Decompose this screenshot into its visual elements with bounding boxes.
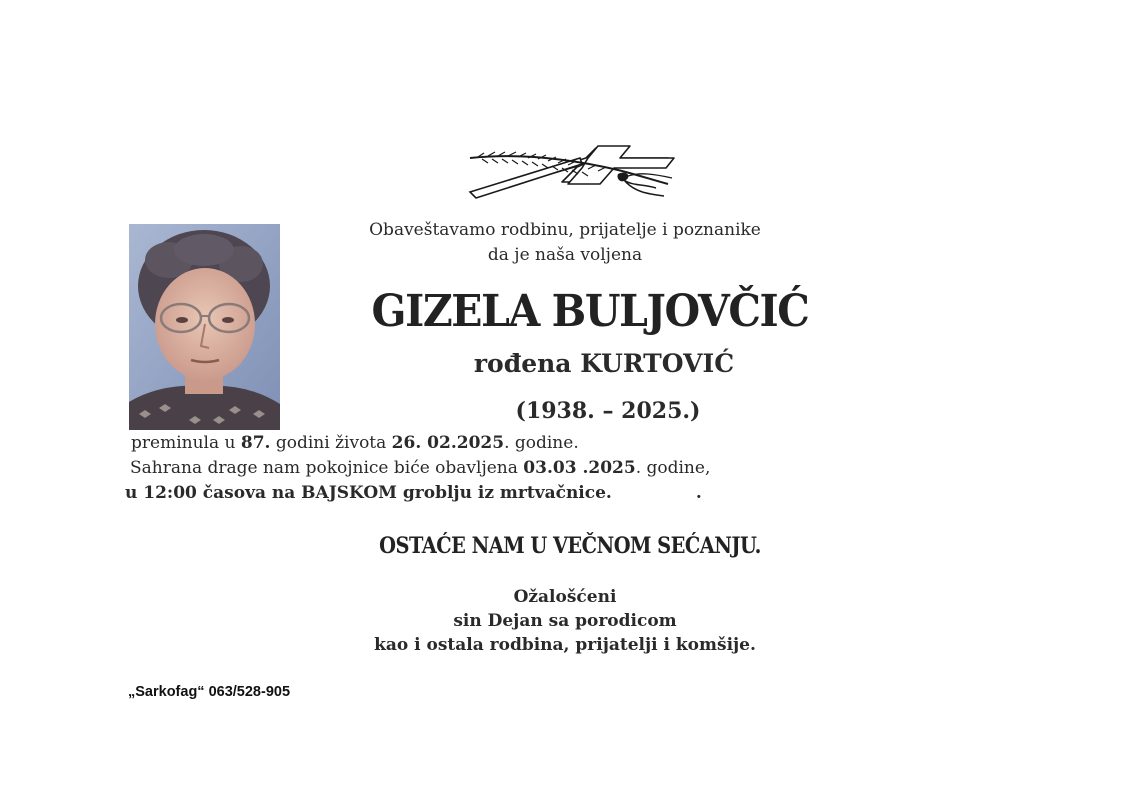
- portrait-photo: [129, 224, 280, 430]
- intro-line-2: da je naša voljena: [487, 245, 643, 265]
- deceased-name: GIZELA BULJOVČIĆ: [371, 286, 809, 337]
- cross-with-palm-icon: [468, 140, 680, 202]
- maiden-name: rođena KURTOVIĆ: [473, 349, 735, 378]
- intro-text: [330, 218, 800, 268]
- age: 87.: [240, 433, 271, 453]
- mourners-title: Ožalošćeni: [513, 587, 617, 607]
- death-mid: godini života: [270, 433, 392, 453]
- funeral-place-text: u 12:00 časova na BAJSKOM groblju iz mrtvačnice.: [125, 483, 612, 503]
- death-prefix: preminula u: [131, 433, 241, 453]
- death-details: [131, 433, 579, 453]
- trailing-dot: .: [695, 483, 702, 503]
- mourners-block: [350, 585, 780, 657]
- life-years: (1938. – 2025.): [515, 398, 701, 424]
- intro-line-1: Obaveštavamo rodbinu, prijatelje i poznanike: [369, 220, 761, 240]
- death-date: 26. 02.2025: [391, 433, 505, 453]
- memorial-motto: OSTAĆE NAM U VEČNOM SEĆANJU.: [379, 533, 761, 559]
- funeral-home-contact: „Sarkofag“ 063/528-905: [128, 684, 291, 700]
- funeral-prefix: Sahrana drage nam pokojnice biće obavljena: [130, 458, 524, 478]
- death-suffix: . godine.: [504, 433, 579, 453]
- funeral-details: [130, 458, 710, 478]
- funeral-date: 03.03 .2025: [523, 458, 636, 478]
- mourners-line-1: sin Dejan sa porodicom: [453, 611, 677, 631]
- funeral-place: [125, 483, 702, 503]
- mourners-line-2: kao i ostala rodbina, prijatelji i komšije.: [374, 635, 756, 655]
- funeral-suffix: . godine,: [635, 458, 711, 478]
